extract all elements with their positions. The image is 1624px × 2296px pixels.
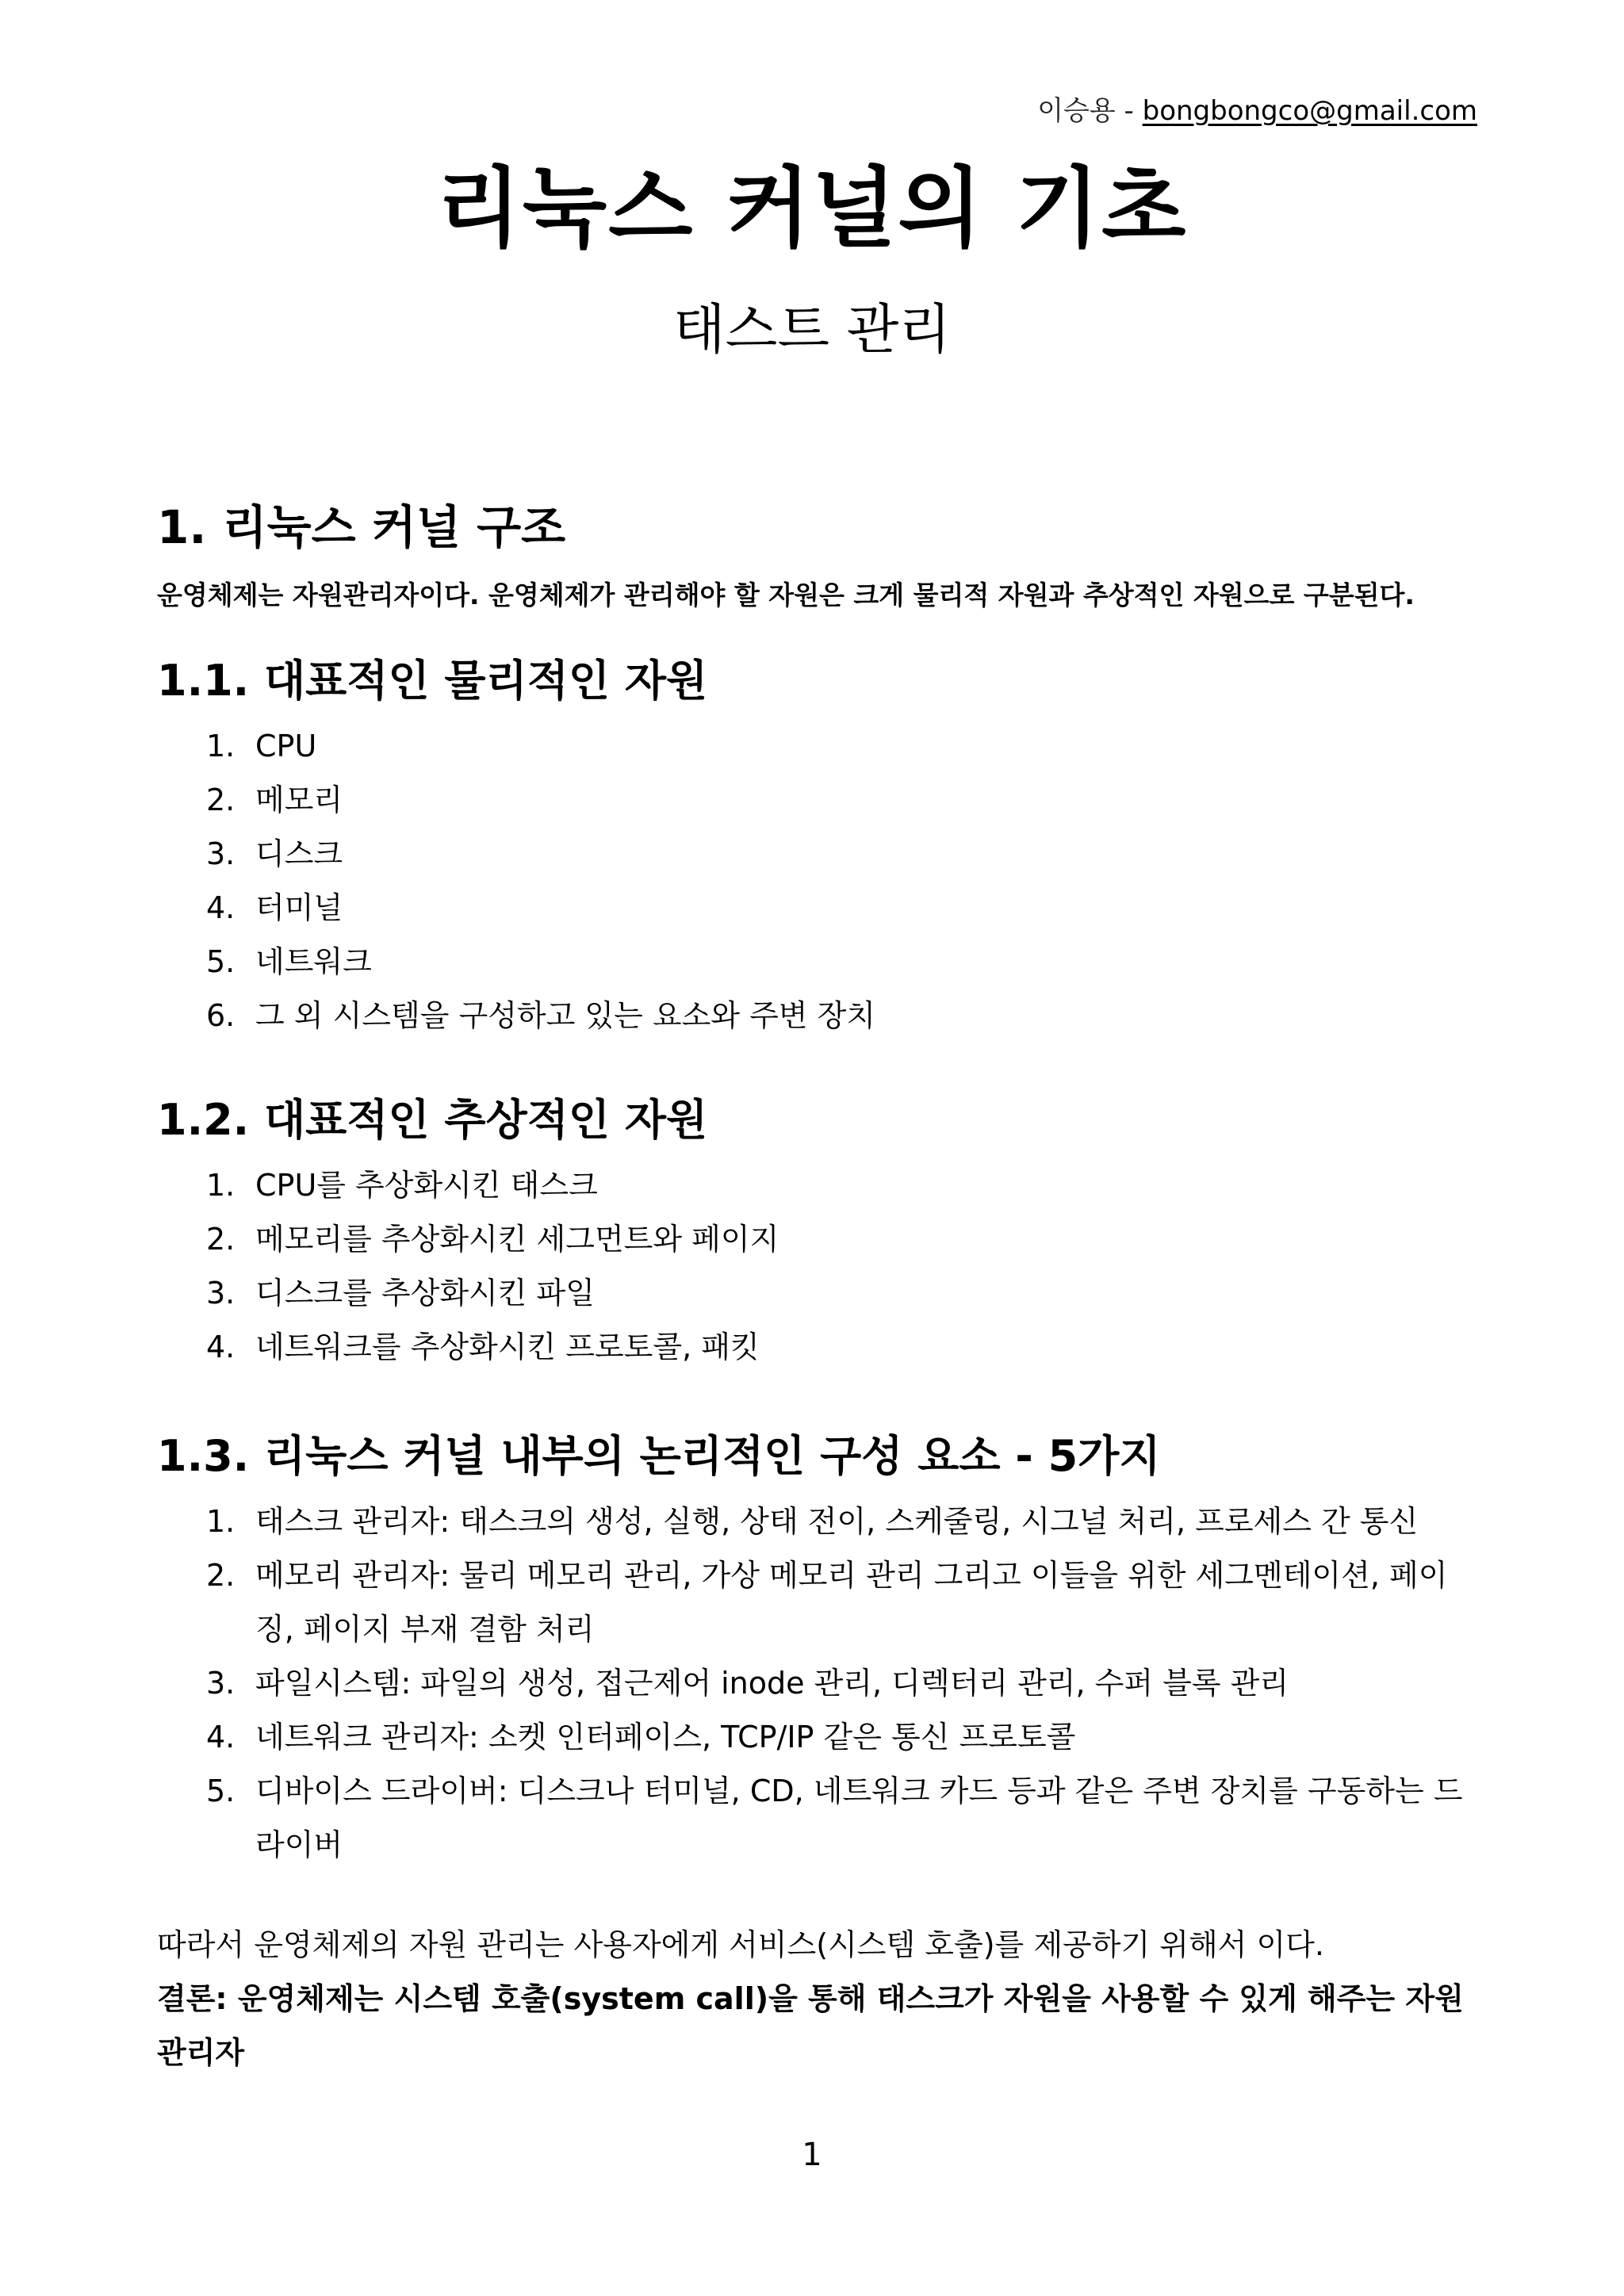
list-text: 파일시스템: 파일의 생성, 접근제어 inode 관리, 디렉터리 관리, 수퍼 블록 관리 xyxy=(255,1666,1289,1701)
list-text: 터미널 xyxy=(255,890,343,925)
section-heading-1: 1. 리눅스 커널 구조 xyxy=(157,500,566,554)
list-text: 디바이스 드라이버: 디스크나 터미널, CD, 네트워크 카드 등과 같은 주변 장치를 구동하는 드라이버 xyxy=(255,1774,1463,1862)
list-text: 태스크 관리자: 태스크의 생성, 실행, 상태 전이, 스케줄링, 시그널 처리, 프로세스 간 통신 xyxy=(255,1504,1419,1539)
list-text: 네트워크 xyxy=(255,944,372,979)
list-item xyxy=(157,1158,1473,1212)
document-subtitle: 태스트 관리 xyxy=(672,299,952,362)
list-text: 디스크를 추상화시킨 파일 xyxy=(255,1276,595,1311)
list-text: 네트워크 관리자: 소켓 인터페이스, TCP/IP 같은 통신 프로토콜 xyxy=(255,1720,1076,1755)
document-body xyxy=(157,496,1473,2080)
list-number: 4. xyxy=(206,890,236,925)
list-item xyxy=(157,1320,1473,1374)
page-number: 1 xyxy=(802,2137,822,2173)
summary-paragraph: 따라서 운영체제의 자원 관리는 사용자에게 서비스(시스템 호출)를 제공하기 위해서 이다. xyxy=(157,1927,1324,1962)
list-number: 2. xyxy=(206,1558,236,1593)
list-item xyxy=(157,773,1473,827)
list-number: 1. xyxy=(206,729,236,763)
list-text: 메모리 xyxy=(255,783,343,817)
list-text: 메모리 관리자: 물리 메모리 관리, 가상 메모리 관리 그리고 이들을 위한 세그멘테이션, 페이징, 페이지 부재 결함 처리 xyxy=(255,1558,1448,1647)
list-item xyxy=(157,1266,1473,1320)
list-item xyxy=(157,881,1473,935)
list-number: 3. xyxy=(206,1276,236,1311)
document-title: 리눅스 커널의 기초 xyxy=(436,158,1188,259)
list-text: 네트워크를 추상화시킨 프로토콜, 패킷 xyxy=(255,1330,760,1364)
subsection-heading-1-1: 1.1. 대표적인 물리적인 자원 xyxy=(157,656,708,706)
list-number: 2. xyxy=(206,1222,236,1257)
list-number: 3. xyxy=(206,836,236,871)
list-item xyxy=(157,1656,1473,1710)
list-item xyxy=(157,989,1473,1043)
list-text: 그 외 시스템을 구성하고 있는 요소와 주변 장치 xyxy=(255,998,876,1033)
kernel-components-list xyxy=(157,1494,1473,1872)
physical-resources-list xyxy=(157,719,1473,1043)
list-text: 디스크 xyxy=(255,836,343,871)
abstract-resources-list xyxy=(157,1158,1473,1374)
author-line xyxy=(1037,94,1477,128)
author-email-link[interactable]: bongbongco@gmail.com xyxy=(1142,95,1477,127)
list-number: 5. xyxy=(206,944,236,979)
subsection-heading-1-2: 1.2. 대표적인 추상적인 자원 xyxy=(157,1095,708,1145)
list-item xyxy=(157,1764,1473,1872)
list-number: 6. xyxy=(206,998,236,1033)
list-number: 1. xyxy=(206,1504,236,1539)
list-number: 1. xyxy=(206,1168,236,1203)
list-number: 4. xyxy=(206,1720,236,1755)
subsection-heading-1-3: 1.3. 리눅스 커널 내부의 논리적인 구성 요소 - 5가지 xyxy=(157,1431,1161,1481)
list-number: 4. xyxy=(206,1330,236,1364)
summary-block xyxy=(157,1918,1473,2080)
list-item xyxy=(157,1212,1473,1266)
author-name: 이승용 - xyxy=(1037,95,1143,127)
list-number: 2. xyxy=(206,783,236,817)
list-text: CPU xyxy=(255,729,317,763)
list-text: CPU를 추상화시킨 태스크 xyxy=(255,1168,598,1203)
list-item xyxy=(157,1548,1473,1656)
list-text: 메모리를 추상화시킨 세그먼트와 페이지 xyxy=(255,1222,779,1257)
list-item xyxy=(157,719,1473,773)
list-item xyxy=(157,827,1473,881)
list-item xyxy=(157,1710,1473,1764)
list-number: 3. xyxy=(206,1666,236,1701)
section-lead-paragraph: 운영체제는 자원관리자이다. 운영체제가 관리해야 할 자원은 크게 물리적 자원과 추상적인 자원으로 구분된다. xyxy=(157,580,1415,610)
list-number: 5. xyxy=(206,1774,236,1808)
list-item xyxy=(157,1494,1473,1548)
list-item xyxy=(157,935,1473,989)
conclusion-paragraph: 결론: 운영체제는 시스템 호출(system call)을 통해 태스크가 자원을 사용할 수 있게 해주는 자원 관리자 xyxy=(157,1981,1464,2070)
